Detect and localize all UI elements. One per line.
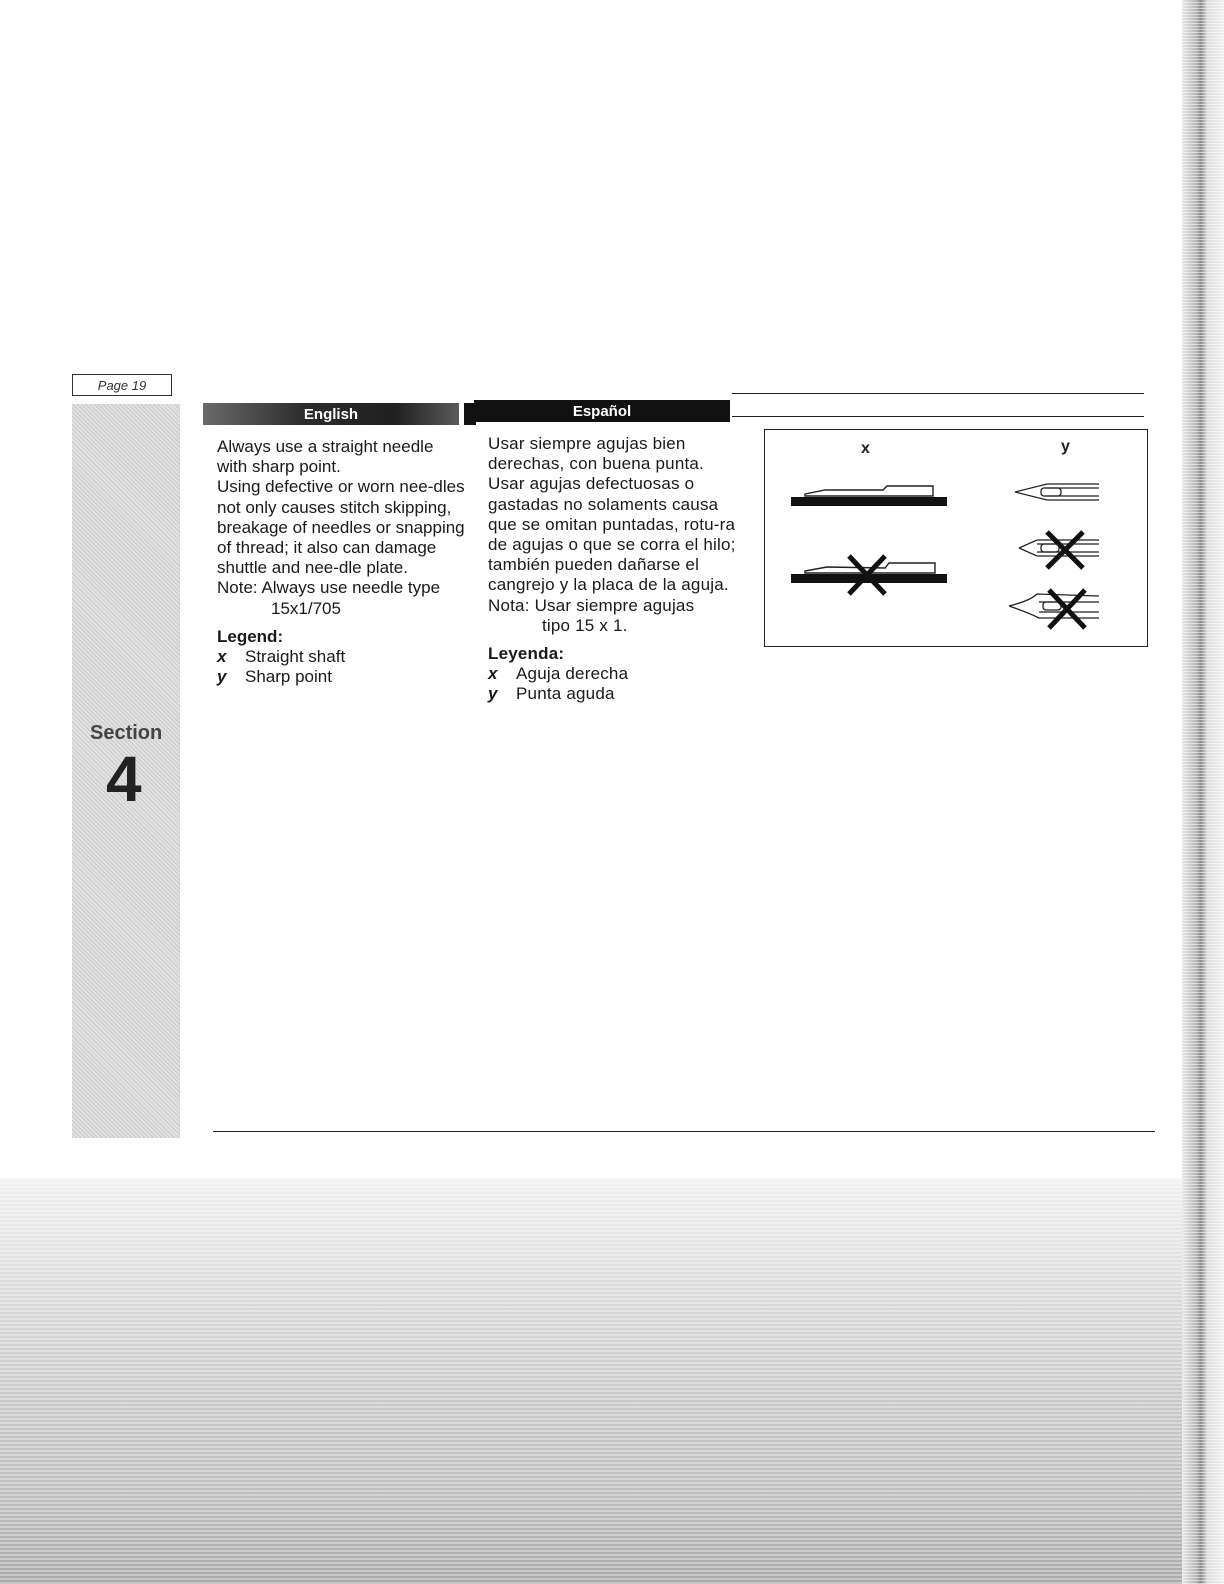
needle-diagram <box>765 430 1147 646</box>
legend-item <box>217 667 465 687</box>
bent-needle-crossed-icon <box>791 556 947 594</box>
legend-item <box>488 664 738 684</box>
note-label: Nota: <box>488 595 530 615</box>
legend-text: Aguja derecha <box>516 664 629 684</box>
figure-label-y: y <box>1061 438 1070 455</box>
legend-key: x <box>488 664 498 684</box>
legend-text: Punta aguda <box>516 684 615 704</box>
english-note <box>217 578 465 598</box>
spanish-paragraph: Usar agujas defectuosas o gastadas no solaments causa que se omitan puntadas, rotu-ra de agujas o que se corra el hilo; también pueden dañarse el cangrejo y la placa de la aguja. <box>488 474 736 595</box>
burred-point-crossed-icon <box>1009 590 1099 628</box>
legend-key: x <box>217 647 227 667</box>
legend-key: y <box>217 667 227 687</box>
english-paragraph: Always use a straight needle with sharp point. <box>217 437 434 477</box>
note-text: Always use needle type <box>261 578 441 598</box>
needle-figure <box>764 429 1148 647</box>
note-text: Usar siempre agujas <box>534 595 695 615</box>
scan-shadow-bottom <box>0 1178 1200 1584</box>
legend-item <box>488 684 738 704</box>
spanish-header: Español <box>474 400 730 422</box>
english-paragraph: Using defective or worn nee-dles not only causes stitch skipping, breakage of needles or snapping of thread; it also can damage shuttle and nee-dle plate. <box>217 477 465 578</box>
top-rule <box>732 393 1144 394</box>
straight-needle-icon <box>791 486 947 506</box>
page-number: Page 19 <box>72 374 172 396</box>
legend-text: Sharp point <box>245 667 332 687</box>
legend-item <box>217 647 465 667</box>
section-number: 4 <box>106 743 142 815</box>
note-needle-type: 15x1/705 <box>271 598 341 618</box>
english-column <box>217 437 465 687</box>
spanish-column <box>488 434 738 705</box>
legend-key: y <box>488 684 498 704</box>
sharp-point-icon <box>1015 484 1099 500</box>
bottom-rule <box>213 1131 1155 1132</box>
section-label: Section <box>90 722 163 744</box>
english-header: English <box>203 403 459 425</box>
legend-title: Leyenda: <box>488 644 565 664</box>
header-rule <box>732 416 1144 417</box>
spanish-paragraph: Usar siempre agujas bien derechas, con buena punta. <box>488 434 704 474</box>
blunt-point-crossed-icon <box>1019 532 1099 568</box>
legend-title: Legend: <box>217 626 284 646</box>
note-needle-type: tipo 15 x 1. <box>542 615 628 635</box>
figure-label-x: x <box>861 440 870 457</box>
spanish-note <box>488 596 738 616</box>
legend-text: Straight shaft <box>245 647 346 667</box>
note-label: Note: <box>217 578 258 598</box>
section-sidebar <box>72 404 180 1138</box>
scan-shadow-right <box>1182 0 1224 1584</box>
